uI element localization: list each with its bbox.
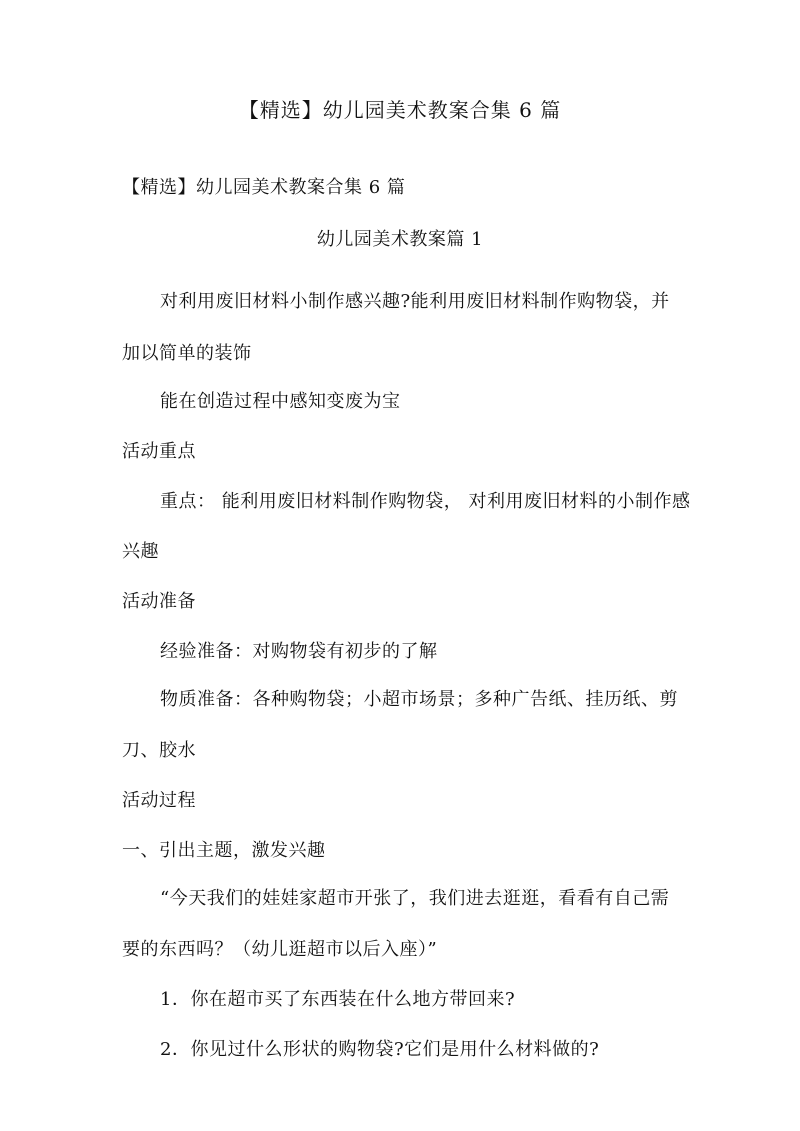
section-label: 活动重点 (122, 441, 196, 462)
body-paragraph-line: 物质准备：各种购物袋；小超市场景；多种广告纸、挂历纸、剪 (160, 689, 678, 710)
body-paragraph-line: 要的东西吗？（幼儿逛超市以后入座）” (122, 939, 438, 960)
body-paragraph-line: 对利用废旧材料小制作感兴趣?能利用废旧材料制作购物袋，并 (160, 291, 670, 312)
section-label: 活动准备 (122, 591, 196, 612)
body-paragraph-line: 刀、胶水 (122, 740, 196, 761)
body-paragraph-line: 兴趣 (122, 541, 159, 562)
body-paragraph-line: 能在创造过程中感知变废为宝 (160, 391, 401, 412)
body-paragraph-line: “今天我们的娃娃家超市开张了，我们进去逛逛，看看有自己需 (160, 888, 670, 909)
body-paragraph-line: 经验准备：对购物袋有初步的了解 (160, 641, 438, 662)
numbered-item: 2．你见过什么形状的购物袋?它们是用什么材料做的? (160, 1039, 600, 1060)
document-subtitle: 【精选】幼儿园美术教案合集 6 篇 (122, 177, 406, 198)
document-title: 【精选】幼儿园美术教案合集 6 篇 (238, 98, 562, 122)
section-label: 活动过程 (122, 790, 196, 811)
body-paragraph-line: 加以简单的装饰 (122, 343, 252, 364)
section-heading: 幼儿园美术教案篇 1 (316, 229, 484, 250)
subsection-heading: 一、引出主题，激发兴趣 (122, 840, 326, 861)
numbered-item: 1．你在超市买了东西装在什么地方带回来? (160, 989, 516, 1010)
body-paragraph-line: 重点： 能利用废旧材料制作购物袋， 对利用废旧材料的小制作感 (160, 491, 691, 512)
